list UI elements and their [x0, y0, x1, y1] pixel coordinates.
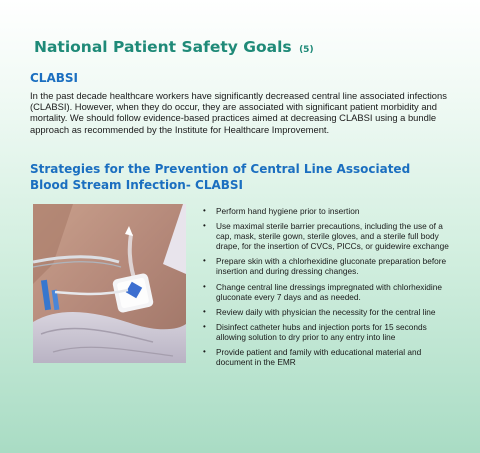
- strategy-list: [203, 206, 453, 372]
- bullet-icon: •: [203, 281, 206, 291]
- list-item-text: Provide patient and family with educational material and document in the EMR: [216, 347, 422, 368]
- list-item: [203, 282, 453, 302]
- list-item-text: Change central line dressings impregnated with chlorhexidine gluconate every 7 days and as needed.: [216, 281, 442, 302]
- intro-paragraph: In the past decade healthcare workers have significantly decreased central line associated infections (CLABSI). However, when they do occur, they are associated with significant patient morbidity and mortality. We should follow evidence-based practices aimed at decreasing CLABSI using a bundle approach as recommended by the Institute for Healthcare Improvement.: [30, 90, 447, 135]
- list-item: [203, 347, 453, 367]
- slide-title: [34, 38, 314, 56]
- list-item: [203, 307, 453, 317]
- list-item-text: Use maximal sterile barrier precautions, including the use of a cap, mask, sterile gown, sterile gloves, and a sterile full body drape, for the insertion of CVCs, PICCs, or guidewire exchange: [216, 221, 449, 252]
- slide-title-number: (5): [299, 45, 314, 55]
- list-item: [203, 206, 453, 216]
- list-item-text: Perform hand hygiene prior to insertion: [216, 206, 360, 216]
- slide-title-text: National Patient Safety Goals: [34, 38, 292, 56]
- section-heading: CLABSI: [30, 71, 78, 85]
- central-line-photo-art: [33, 204, 186, 363]
- list-item: [203, 256, 453, 276]
- bullet-icon: •: [203, 306, 206, 316]
- list-item-text: Prepare skin with a chlorhexidine gluconate preparation before insertion and during dressing changes.: [216, 256, 447, 277]
- bullet-icon: •: [203, 221, 206, 231]
- bullet-icon: •: [203, 321, 206, 331]
- strategies-heading: Strategies for the Prevention of Central Line Associated Blood Stream Infection- CLABSI: [30, 162, 411, 192]
- bullet-icon: •: [203, 256, 206, 266]
- central-line-photo: [33, 204, 186, 363]
- list-item-text: Review daily with physician the necessity for the central line: [216, 306, 436, 317]
- bullet-icon: •: [203, 347, 206, 357]
- bullet-icon: •: [203, 206, 206, 215]
- list-item-text: Disinfect catheter hubs and injection ports for 15 seconds allowing solution to dry prior to any entry into line: [216, 321, 427, 342]
- list-item: [203, 221, 453, 251]
- list-item: [203, 322, 453, 342]
